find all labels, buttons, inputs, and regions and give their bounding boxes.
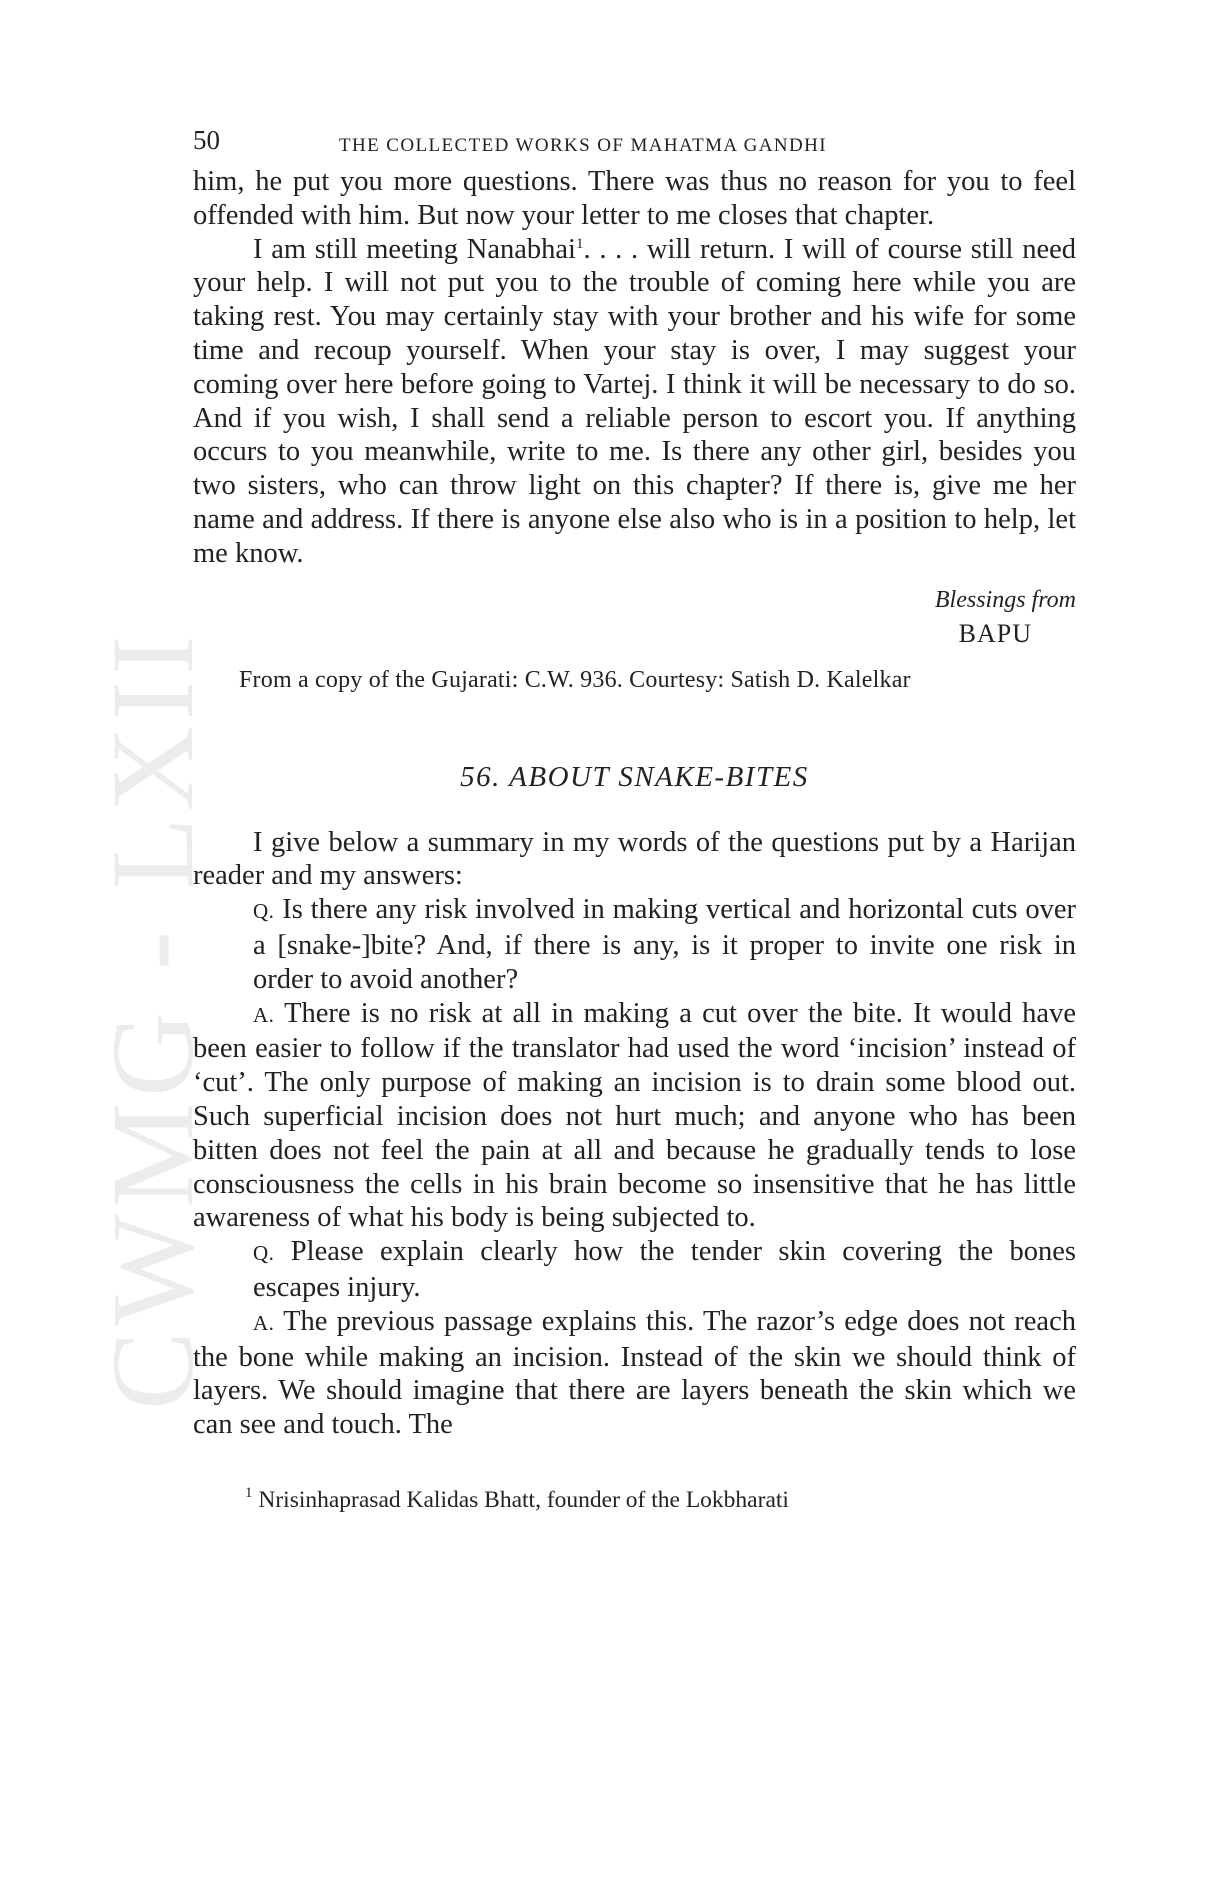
- answer-2: [193, 1305, 1076, 1442]
- section-title: 56. ABOUT SNAKE-BITES: [460, 760, 809, 793]
- answer-1-text: There is no risk at all in making a cut over the bite. It would have been easier to follow if the translator had used the word ‘incision’ instead of ‘cut’. The only purpose of making an incision is to drain some blood out. Such superficial incision does not hurt much; and anyone who has been bitten does not feel the pain at all and because he gradually tends to lose consciousness the cells in his brain become so insensitive that he has little awareness of what his body is being subjected to.: [193, 997, 1076, 1234]
- question-1-text: Is there any risk involved in making vertical and horizontal cuts over a [snake-]bite? And, if there is any, is it proper to invite one risk in order to avoid another?: [253, 894, 1076, 995]
- section-body: [193, 826, 1076, 1442]
- page-number: 50: [193, 125, 220, 155]
- letter-paragraph-2-rest: . . . . will return. I will of course still need your help. I will not put you to the trouble of coming here while you are taking rest. You may certainly stay with your brother and his wife for some time and recoup yourself. When your stay is over, I may suggest your coming over here before going to Vartej. I think it will be necessary to do so. And if you wish, I shall send a reliable person to escort you. If anything occurs to you meanwhile, write to me. Is there any other girl, besides you two sisters, who can throw light on this chapter? If there is, give me her name and address. If there is anyone else also who is in a position to help, let me know.: [193, 233, 1076, 569]
- answer-label: A.: [253, 1310, 275, 1335]
- footnote-text: Nrisinhaprasad Kalidas Bhatt, founder of the Lokbharati: [258, 1486, 789, 1513]
- letter-paragraph-1: him, he put you more questions. There was thus no reason for you to feel offended with him. But now your letter to me closes that chapter.: [193, 166, 1076, 231]
- answer-1: [193, 997, 1076, 1236]
- footnote-reference: 1: [575, 235, 584, 252]
- question-label: Q.: [253, 899, 275, 924]
- question-2-text: Please explain clearly how the tender skin covering the bones escapes injury.: [253, 1236, 1076, 1303]
- page: [193, 125, 1076, 1514]
- question-label: Q.: [253, 1241, 275, 1266]
- question-2: [193, 1235, 1076, 1305]
- blessings-line: Blessings from: [934, 586, 1076, 613]
- letter-body: [193, 165, 1076, 695]
- letter-paragraph-2-start: I am still meeting Nanabhai: [253, 233, 576, 265]
- question-1: [193, 893, 1076, 996]
- running-head: THE COLLECTED WORKS OF MAHATMA GANDHI: [339, 135, 827, 156]
- watermark-text: CWMG - LXII: [87, 629, 218, 1410]
- answer-label: A.: [253, 1002, 275, 1027]
- section-intro: I give below a summary in my words of the questions put by a Harijan reader and my answers:: [193, 826, 1076, 892]
- page-header: [193, 125, 1076, 165]
- signature: BAPU: [958, 618, 1032, 648]
- letter-paragraph-2: [193, 233, 1076, 571]
- footnote-mark: 1: [245, 1484, 253, 1501]
- signature-block: [193, 583, 1076, 651]
- footnote: [193, 1486, 1076, 1514]
- source-note: From a copy of the Gujarati: C.W. 936. Courtesy: Satish D. Kalelkar: [239, 666, 911, 693]
- answer-2-text: The previous passage explains this. The razor’s edge does not reach the bone while making an incision. Instead of the skin we should think of layers. We should imagine that there are layers beneath the skin which we can see and touch. The: [193, 1305, 1076, 1441]
